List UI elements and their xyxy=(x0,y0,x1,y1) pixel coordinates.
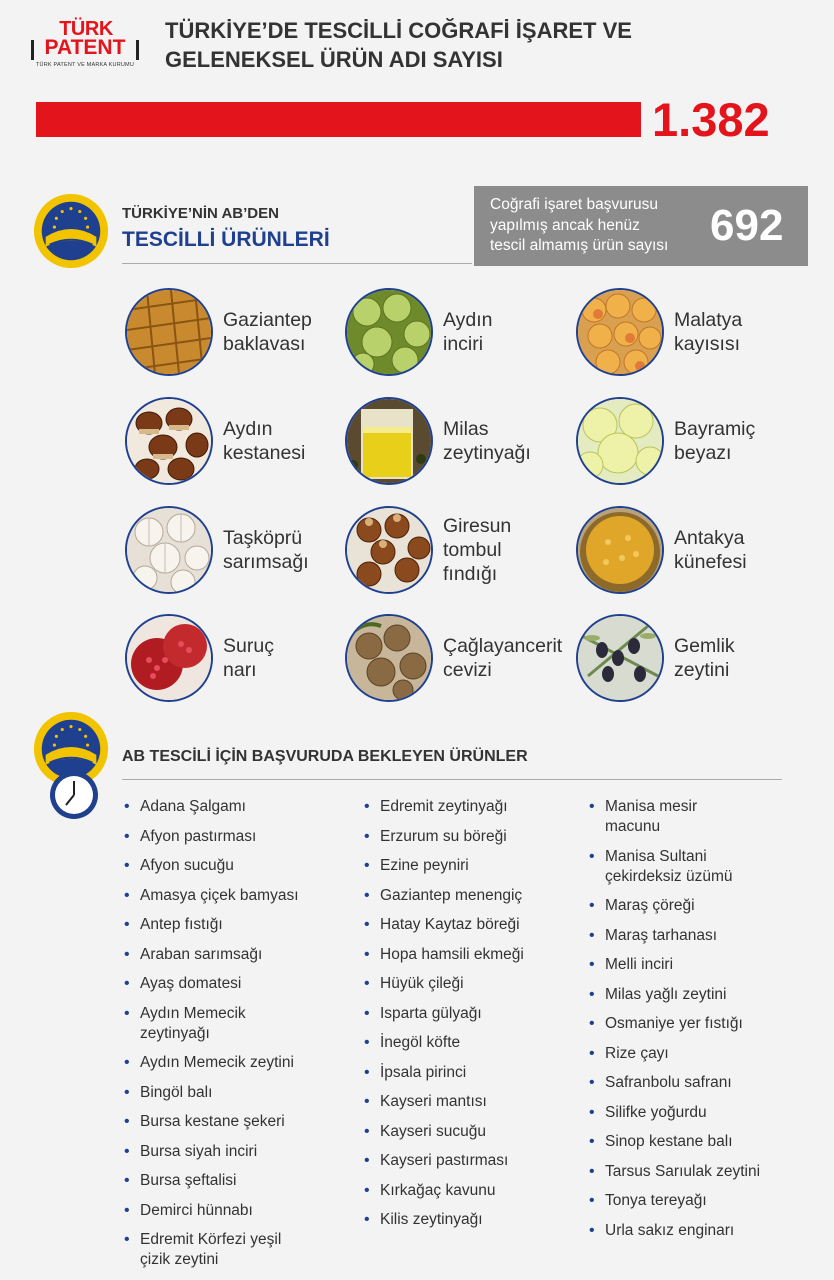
list-item: • Bursa siyah inciri xyxy=(122,1142,352,1162)
list-item: • İnegöl köfte xyxy=(362,1033,577,1053)
product-name-line2: inciri xyxy=(443,333,484,355)
list-item: • Amasya çiçek bamyası xyxy=(122,886,352,906)
hazelnut-photo xyxy=(345,506,433,594)
product-name-line1: Milas xyxy=(443,418,489,440)
list-item: • İpsala pirinci xyxy=(362,1063,577,1083)
product-name-line2: tombul xyxy=(443,539,502,561)
list-item: • Antep fıstığı xyxy=(122,915,352,935)
list-item: • Melli inciri xyxy=(587,955,827,975)
page-title-line1: TÜRKİYE’DE TESCİLLİ COĞRAFİ İŞARET VE xyxy=(165,18,632,43)
list-item: • Bursa kestane şekeri xyxy=(122,1112,352,1132)
list-item: • Kayseri sucuğu xyxy=(362,1122,577,1142)
product-name-line1: Gemlik xyxy=(674,635,735,657)
page-title xyxy=(165,16,685,74)
product-name-line2: baklavası xyxy=(223,333,306,355)
list-item: • Hüyük çileği xyxy=(362,974,577,994)
pomegranate-photo xyxy=(125,614,213,702)
list-item: • Milas yağlı zeytini xyxy=(587,985,827,1005)
pending-label-line2: yapılmış ancak henüz xyxy=(490,216,640,234)
list-item: • Tarsus Sarıulak zeytini xyxy=(587,1162,827,1182)
pending-count-value: 692 xyxy=(710,201,784,250)
product-name-line2: kayısısı xyxy=(674,333,741,355)
list-item: • Erzurum su böreği xyxy=(362,827,577,847)
pending-label-line3: tescil almamış ürün sayısı xyxy=(490,237,669,254)
waiting-section-divider xyxy=(122,779,782,780)
product-name-line2: beyazı xyxy=(674,442,732,464)
list-item: • Kayseri pastırması xyxy=(362,1151,577,1171)
list-item: • Manisa mesir macunu xyxy=(587,797,827,837)
list-item: • Bingöl balı xyxy=(122,1083,352,1103)
total-count: 1.382 xyxy=(652,93,770,146)
page-title-line2: GELENEKSEL ÜRÜN ADI SAYISI xyxy=(165,47,503,72)
product-name-line2: zeytini xyxy=(674,659,730,681)
baklava-photo xyxy=(125,288,213,376)
list-item: • Safranbolu safranı xyxy=(587,1073,827,1093)
waiting-list-col3 xyxy=(587,797,827,1250)
waiting-section-title: AB TESCİLİ İÇİN BAŞVURUDA BEKLEYEN ÜRÜNLER xyxy=(122,748,528,765)
list-item: • Rize çayı xyxy=(587,1044,827,1064)
list-item: • Maraş çöreği xyxy=(587,896,827,916)
pending-count-box xyxy=(474,186,808,266)
total-bar xyxy=(36,102,641,137)
waiting-list-col2 xyxy=(362,797,577,1240)
list-item: • Osmaniye yer fıstığı xyxy=(587,1014,827,1034)
list-item: • Araban sarımsağı xyxy=(122,945,352,965)
list-item: • Urla sakız enginarı xyxy=(587,1221,827,1241)
waiting-list-col1 xyxy=(122,797,352,1280)
logo-main-text: PATENT xyxy=(44,36,126,59)
list-item: • Kayseri mantısı xyxy=(362,1092,577,1112)
list-item: • Kırkağaç kavunu xyxy=(362,1181,577,1201)
turk-patent-logo xyxy=(31,18,139,70)
list-item: • Hatay Kaytaz böreği xyxy=(362,915,577,935)
eu-section-title-line1: TÜRKİYE’NİN AB’DEN xyxy=(122,205,279,222)
walnut-photo xyxy=(345,614,433,702)
list-item: • Edremit Körfezi yeşil çizik zeytini xyxy=(122,1230,352,1270)
apricot-photo xyxy=(576,288,664,376)
list-item: • Hopa hamsili ekmeği xyxy=(362,945,577,965)
product-name-line2: zeytinyağı xyxy=(443,442,531,464)
list-item: • Sinop kestane balı xyxy=(587,1132,827,1152)
list-item: • Aydın Memecik zeytini xyxy=(122,1053,352,1073)
pgi-seal-icon xyxy=(32,192,110,270)
list-item: • Manisa Sultani çekirdeksiz üzümü xyxy=(587,847,827,887)
pending-count-label xyxy=(490,195,695,257)
product-name-line1: Gaziantep xyxy=(223,309,312,331)
list-item: • Tonya tereyağı xyxy=(587,1191,827,1211)
olive-oil-photo xyxy=(345,397,433,485)
product-name-line3: fındığı xyxy=(443,563,498,585)
fig-photo xyxy=(345,288,433,376)
list-item: • Bursa şeftalisi xyxy=(122,1171,352,1191)
list-item: • Gaziantep menengiç xyxy=(362,886,577,906)
product-name-line1: Giresun xyxy=(443,515,512,537)
product-name-line2: narı xyxy=(223,659,257,681)
product-name-line1: Suruç xyxy=(223,635,274,657)
list-item: • Aydın Memecik zeytinyağı xyxy=(122,1004,352,1044)
list-item: • Edremit zeytinyağı xyxy=(362,797,577,817)
pending-label-line1: Coğrafi işaret başvurusu xyxy=(490,196,658,213)
clock-icon xyxy=(47,768,101,822)
list-item: • Isparta gülyağı xyxy=(362,1004,577,1024)
kunefe-photo xyxy=(576,506,664,594)
garlic-photo xyxy=(125,506,213,594)
list-item: • Ayaş domatesi xyxy=(122,974,352,994)
eu-section-divider xyxy=(122,263,472,264)
product-name-line1: Aydın xyxy=(443,309,493,331)
product-name-line1: Antakya xyxy=(674,527,745,549)
product-name-line1: Taşköprü xyxy=(223,527,303,549)
logo-subtitle: TÜRK PATENT VE MARKA KURUMU xyxy=(36,62,134,68)
list-item: • Adana Şalgamı xyxy=(122,797,352,817)
list-item: • Ezine peyniri xyxy=(362,856,577,876)
olive-photo xyxy=(576,614,664,702)
list-item: • Silifke yoğurdu xyxy=(587,1103,827,1123)
product-name-line1: Çağlayancerit xyxy=(443,635,563,657)
product-name-line1: Malatya xyxy=(674,309,743,331)
list-item: • Afyon sucuğu xyxy=(122,856,352,876)
product-name-line2: sarımsağı xyxy=(223,551,309,573)
list-item: • Maraş tarhanası xyxy=(587,926,827,946)
product-name-line1: Aydın xyxy=(223,418,273,440)
list-item: • Demirci hünnabı xyxy=(122,1201,352,1221)
product-name-line1: Bayramiç xyxy=(674,418,756,440)
chestnut-photo xyxy=(125,397,213,485)
list-item: • Afyon pastırması xyxy=(122,827,352,847)
apple-photo xyxy=(576,397,664,485)
eu-section-title-line2: TESCİLLİ ÜRÜNLERİ xyxy=(122,228,330,251)
product-name-line2: kestanesi xyxy=(223,442,306,464)
product-name-line2: künefesi xyxy=(674,551,747,573)
list-item: • Kilis zeytinyağı xyxy=(362,1210,577,1230)
logo-top-text: TÜRK xyxy=(59,18,113,40)
product-name-line2: cevizi xyxy=(443,659,492,681)
